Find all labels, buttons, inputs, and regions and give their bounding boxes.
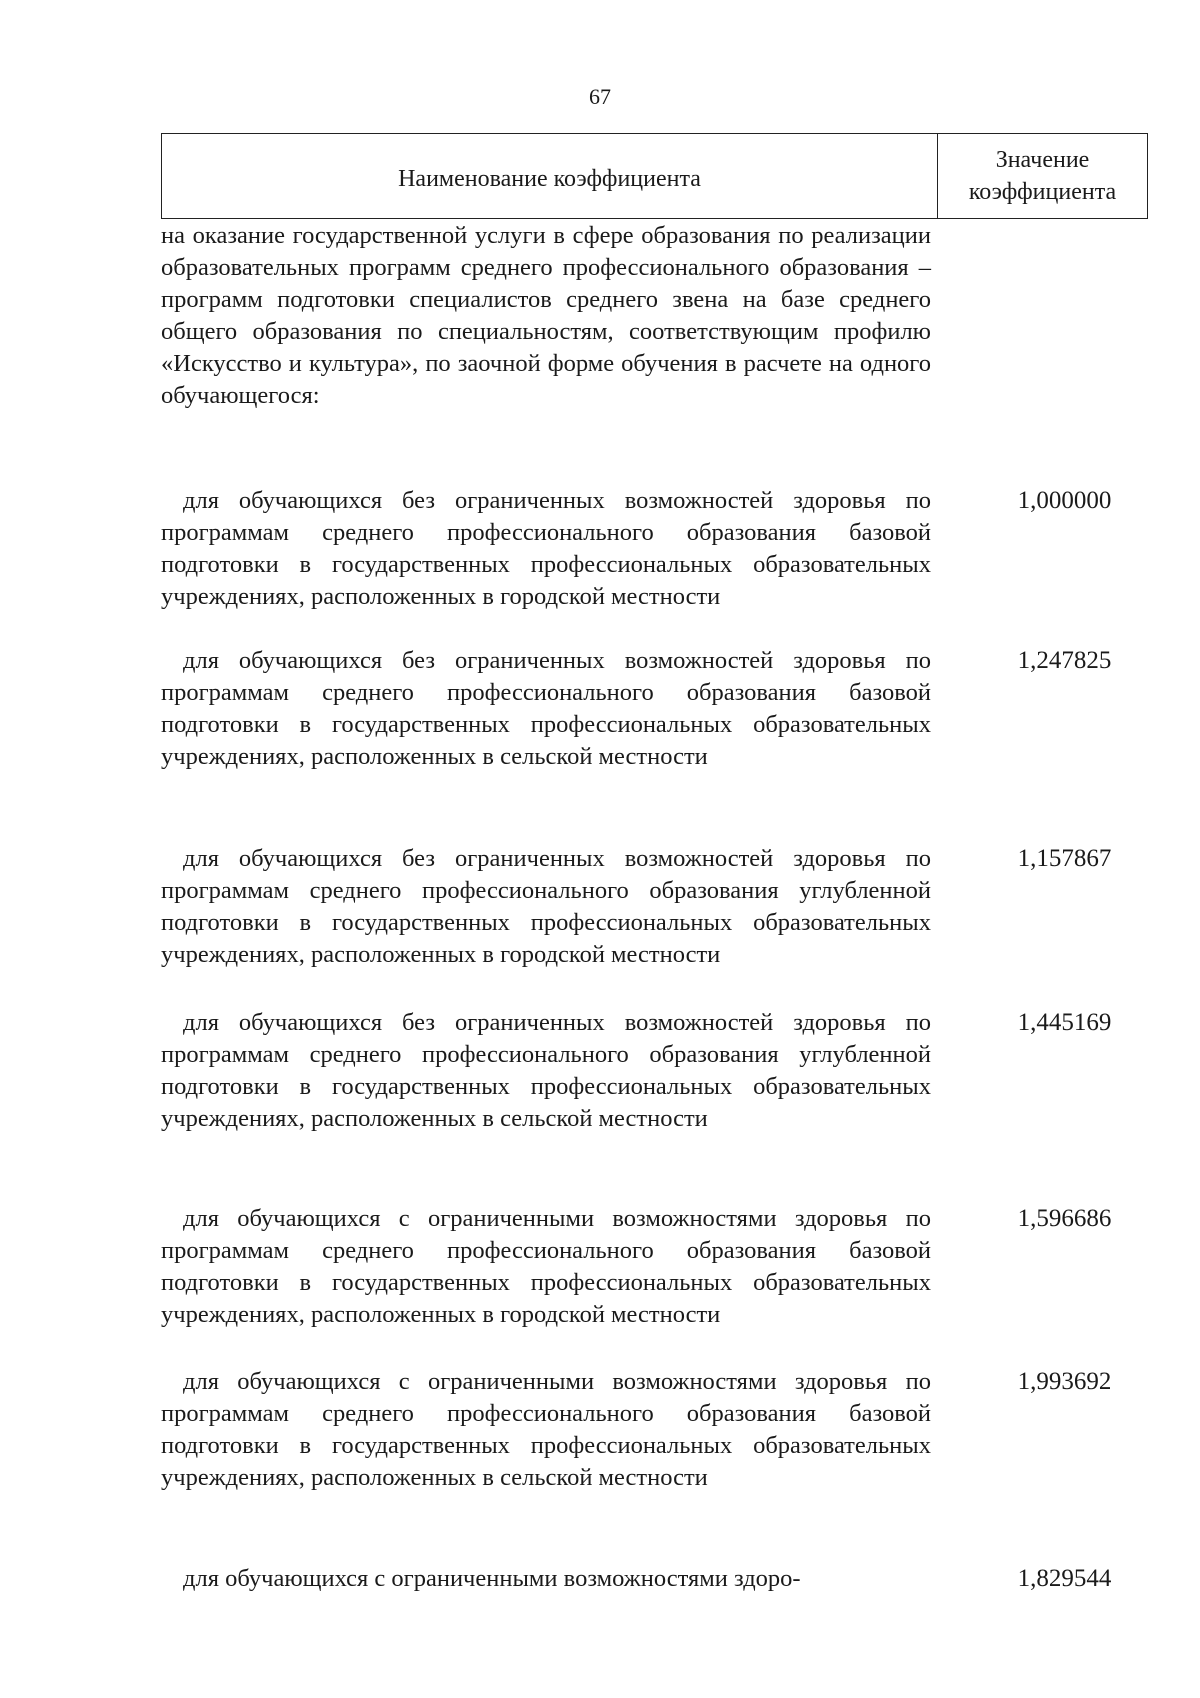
row-description: для обучающихся без ограниченных возможностей здоровья по программам среднего профессионального образования углубленной подготовки в государственных профессиональных образовательных учреждениях, расположенных в сельской местности — [161, 1009, 931, 1132]
row-description: для обучающихся без ограниченных возможностей здоровья по программам среднего профессионального образования базовой подготовки в государственных профессиональных образовательных учреждениях, расположенных в сельской местности — [161, 647, 931, 770]
header-name-column: Наименование коэффициента — [162, 134, 938, 218]
table-row — [161, 1203, 1148, 1331]
row-description: для обучающихся без ограниченных возможностей здоровья по программам среднего профессионального образования базовой подготовки в государственных профессиональных образовательных учреждениях, расположенных в городской местности — [161, 487, 931, 610]
table-row — [161, 1366, 1148, 1494]
row-description: для обучающихся с ограниченными возможностями здоровья по программам среднего профессионального образования базовой подготовки в государственных профессиональных образовательных учреждениях, расположенных в городской местности — [161, 1205, 931, 1328]
page-number: 67 — [589, 84, 611, 109]
header-value-line2: коэффициента — [968, 179, 1117, 205]
table-row — [161, 1563, 1148, 1595]
table-row — [161, 1007, 1148, 1135]
intro-paragraph: на оказание государственной услуги в сфере образования по реализации образовательных программ среднего профессионального образования – программ подготовки специалистов среднего звена на базе среднего общего образования по специальностям, соответствующим профилю «Искусство и культура», по заочной форме обучения в расчете на одного обучающегося: — [161, 222, 931, 409]
table-header — [161, 133, 1148, 219]
row-value: 1,596686 — [1017, 1205, 1112, 1232]
row-value: 1,829544 — [1017, 1565, 1112, 1592]
row-description: для обучающихся с ограниченными возможностями здоро- — [183, 1565, 801, 1592]
header-value-column — [938, 134, 1147, 218]
header-value-line1: Значение — [995, 147, 1090, 173]
table-row — [161, 645, 1148, 773]
row-value: 1,993692 — [1017, 1368, 1112, 1395]
row-value: 1,247825 — [1017, 647, 1112, 674]
table-row — [161, 485, 1148, 613]
table-row — [161, 843, 1148, 971]
row-description: для обучающихся с ограниченными возможностями здоровья по программам среднего профессионального образования базовой подготовки в государственных профессиональных образовательных учреждениях, расположенных в сельской местности — [161, 1368, 931, 1491]
row-value: 1,445169 — [1017, 1009, 1112, 1036]
row-value: 1,157867 — [1017, 845, 1112, 872]
row-value: 1,000000 — [1017, 487, 1112, 514]
row-description: для обучающихся без ограниченных возможностей здоровья по программам среднего профессионального образования углубленной подготовки в государственных профессиональных образовательных учреждениях, расположенных в городской местности — [161, 845, 931, 968]
